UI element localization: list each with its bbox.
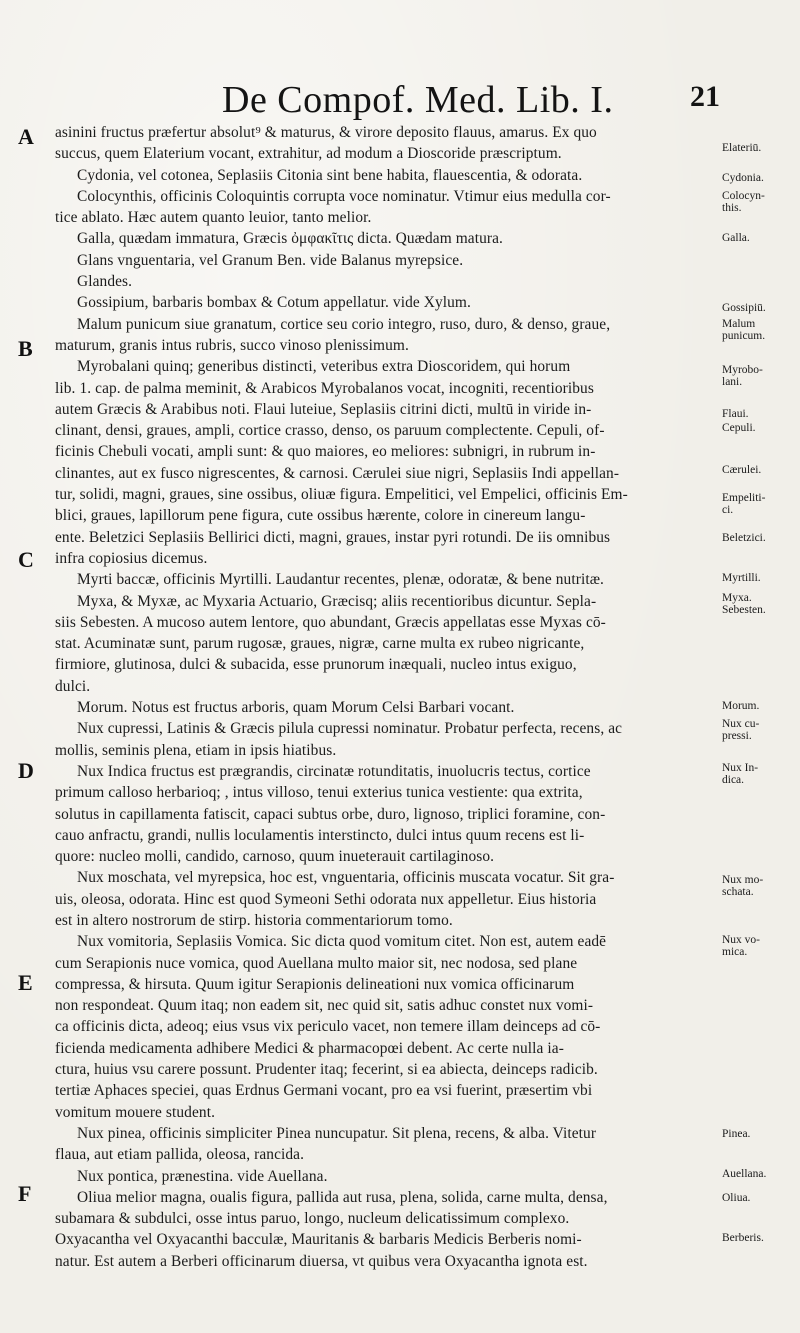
text-line: vomitum mouere student. <box>55 1103 216 1121</box>
text-line: Gossipium, barbaris bombax & Cotum appellatur. vide Xylum. <box>77 294 471 312</box>
text-line: Myxa, & Myxæ, ac Myxaria Actuario, Græcisq; aliis recentioribus dicuntur. Sepla- <box>77 592 597 610</box>
text-line: lib. 1. cap. de palma meminit, & Arabicos Myrobalanos vocat, incogniti, recentioribus <box>55 379 594 397</box>
margin-note: Cydonia. <box>722 172 764 184</box>
margin-note: Pinea. <box>722 1128 751 1140</box>
text-line: infra copiosius dicemus. <box>55 549 208 567</box>
text-line: ficienda medicamenta adhibere Medici & pharmacopœi debent. Ac certe nulla ia- <box>55 1039 564 1057</box>
margin-note: Cærulei. <box>722 464 762 476</box>
text-line: Oxyacantha vel Oxyacanthi bacculæ, Mauritanis & barbaris Medicis Berberis nomi- <box>55 1231 582 1249</box>
text-line: tice ablato. Hæc autem quanto leuior, tanto melior. <box>55 209 372 227</box>
text-line: Myrobalani quinq; generibus distincti, veteribus extra Dioscoridem, qui horum <box>77 358 571 376</box>
margin-note: Nux cu- pressi. <box>722 718 760 742</box>
text-line: uis, oleosa, odorata. Hinc est quod Symeoni Sethi odorata nux appelletur. Eius historia <box>55 890 597 908</box>
margin-note: Colocyn- this. <box>722 190 765 214</box>
text-line: Nux pontica, prænestina. vide Auellana. <box>77 1167 328 1185</box>
text-line: Glandes. <box>77 273 133 291</box>
margin-note: Oliua. <box>722 1192 751 1204</box>
margin-note: Myrtilli. <box>722 572 761 584</box>
text-line: Cydonia, vel cotonea, Seplasiis Citonia sint bene habita, flauescentia, & odorata. <box>77 166 583 184</box>
body-text <box>55 122 720 1272</box>
text-line: Nux cupressi, Latinis & Græcis pilula cupressi nominatur. Probatur perfecta, recens, ac <box>77 720 623 738</box>
text-line: solutus in capillamenta fatiscit, capaci subtus orbe, duro, lignoso, triplici foramine, con- <box>55 805 606 823</box>
text-line: Galla, quædam immatura, Græcis ὀμφακῖτις dicta. Quædam matura. <box>77 230 504 248</box>
text-line: compressa, & hirsuta. Quum igitur Serapionis delineationi nux vomica officinarum <box>55 975 575 993</box>
margin-note: Nux In- dica. <box>722 762 759 786</box>
text-line: cauo anfractu, grandi, nullis loculamentis interstincto, dulci intus quum recens est li- <box>55 826 585 844</box>
text-line: flaua, aut etiam pallida, oleosa, rancida. <box>55 1146 305 1164</box>
margin-note: Cepuli. <box>722 422 756 434</box>
section-letter-d: D <box>18 758 34 783</box>
section-letter-a: A <box>18 124 34 149</box>
text-line: Nux vomitoria, Seplasiis Vomica. Sic dicta quod vomitum citet. Non est, autem eadē <box>77 933 607 951</box>
text-line: ente. Beletzici Seplasiis Bellirici dicti, magni, graues, instar pyri rotundi. De iis omnibus <box>55 528 611 546</box>
margin-note: Beletzici. <box>722 532 766 544</box>
text-line: Colocynthis, officinis Coloquintis corrupta voce nominatur. Vtimur eius medulla cor- <box>77 187 611 205</box>
margin-note: Nux vo- mica. <box>722 934 761 958</box>
section-letter-e: E <box>18 970 33 995</box>
text-line: Nux pinea, officinis simpliciter Pinea nuncupatur. Sit plena, recens, & alba. Vitetur <box>77 1124 597 1142</box>
text-line: maturum, granis intus rubris, succo vinoso plenissimum. <box>55 336 409 354</box>
text-line: quore: nucleo molli, candido, carnoso, quum inueterauit cartilaginoso. <box>55 848 495 866</box>
text-line: ca officinis dicta, adeoq; eius vsus vix periculo vacet, non temere illam deinceps ad cō- <box>55 1018 601 1036</box>
text-line: Myrti baccæ, officinis Myrtilli. Laudantur recentes, plenæ, odoratæ, & bene nutritæ. <box>77 571 605 589</box>
margin-note: Empeliti- ci. <box>722 492 766 516</box>
margin-note: Gossipiū. <box>722 302 766 314</box>
text-line: clinantes, aut ex fusco nigrescentes, & carnosi. Cærulei siue nigri, Seplasiis Indi appellan- <box>55 464 620 482</box>
section-letter-c: C <box>18 547 34 572</box>
margin-note: Flaui. <box>722 408 749 420</box>
margin-note: Malum punicum. <box>722 318 766 342</box>
margin-note: Myrobo- lani. <box>722 364 763 388</box>
margin-note: Elateriū. <box>722 142 762 154</box>
text-line: Malum punicum siue granatum, cortice seu corio integro, ruso, duro, & denso, graue, <box>77 315 611 333</box>
header-title: De Compof. Med. Lib. I. <box>222 79 614 121</box>
text-line: Morum. Notus est fructus arboris, quam Morum Celsi Barbari vocant. <box>77 699 515 717</box>
text-line: autem Græcis & Arabibus noti. Flaui luteiue, Seplasiis citrini dicti, multū in viride in- <box>55 400 592 418</box>
text-line: mollis, seminis plena, etiam in ipsis hiatibus. <box>55 741 337 759</box>
text-line: stat. Acuminatæ sunt, parum rugosæ, graues, nigræ, carne multa ex rubeo nigricante, <box>55 635 585 653</box>
text-line: tur, solidi, magni, graues, sine ossibus, oliuæ figura. Empelitici, vel Empelici, officinis Em- <box>55 486 628 504</box>
text-line: siis Sebesten. A mucoso autem lentore, quo abundant, Græcis appellatas esse Myxas cō- <box>55 613 606 631</box>
margin-note: Nux mo- schata. <box>722 874 764 898</box>
text-line: Nux Indica fructus est prægrandis, circinatæ rotunditatis, inuolucris tectus, cortice <box>77 762 591 780</box>
text-line: dulci. <box>55 677 91 695</box>
margin-note: Galla. <box>722 232 750 244</box>
text-line: ficinis Chebuli vocati, ampli sunt: & quo maiores, eo meliores: subnigri, in rubrum in- <box>55 443 596 461</box>
text-line: natur. Est autem a Berberi officinarum diuersa, vt quibus vera Oxyacantha ignota est. <box>55 1252 588 1270</box>
text-line: est in altero nostrorum de stirp. historia commentariorum tomo. <box>55 911 453 929</box>
margin-note: Berberis. <box>722 1232 764 1244</box>
page-number: 21 <box>690 80 720 113</box>
text-line: primum calloso herbarioq; , intus villoso, tenui exterius tunica vestiente: qua extrita, <box>55 784 583 802</box>
margin-note: Morum. <box>722 700 760 712</box>
text-line: clinant, densi, graues, ampli, cortice crasso, denso, os paruum complectente. Cepuli, of- <box>55 422 605 440</box>
text-line: Nux moschata, vel myrepsica, hoc est, vnguentaria, officinis muscata vocatur. Sit gra- <box>77 869 615 887</box>
text-line: firmiore, glutinosa, dulci & subacida, esse prunorum inæquali, nucleo intus exiguo, <box>55 656 577 674</box>
margin-note: Auellana. <box>722 1168 767 1180</box>
text-line: asinini fructus præfertur absolut⁹ & maturus, & virore deposito flauus, amarus. Ex quo <box>55 124 597 141</box>
section-letter-f: F <box>18 1181 32 1206</box>
text-line: succus, quem Elaterium vocant, extrahitur, ad modum a Dioscoride præscriptum. <box>55 145 562 163</box>
text-line: tertiæ Aphaces speciei, quas Erdnus Germani vocant, pro ea vsi fuerint, præsertim vbi <box>55 1082 593 1100</box>
text-line: subamara & subdulci, osse intus paruo, longo, nucleum delicatissimum complexo. <box>55 1210 570 1228</box>
text-line: ctura, huius vsu carere possunt. Prudenter itaq; fecerint, si ea abiecta, deinceps radicib. <box>55 1061 598 1079</box>
text-line: blici, graues, lapillorum pene figura, cute ossibus hærente, colore in cinereum langu- <box>55 507 586 525</box>
text-line: Oliua melior magna, oualis figura, pallida aut rusa, plena, solida, carne multa, densa, <box>77 1188 608 1206</box>
text-line: non respondeat. Quum itaq; non eadem sit, nec quid sit, satis adhuc constet nux vomi- <box>55 997 594 1015</box>
margin-note: Myxa. Sebesten. <box>722 592 766 616</box>
text-line: Glans vnguentaria, vel Granum Ben. vide Balanus myrepsice. <box>77 251 464 269</box>
section-letter-b: B <box>18 336 33 361</box>
running-header <box>0 72 800 122</box>
text-line: cum Serapionis nuce vomica, quod Auellana multo maior sit, nec nodosa, sed plane <box>55 954 578 972</box>
